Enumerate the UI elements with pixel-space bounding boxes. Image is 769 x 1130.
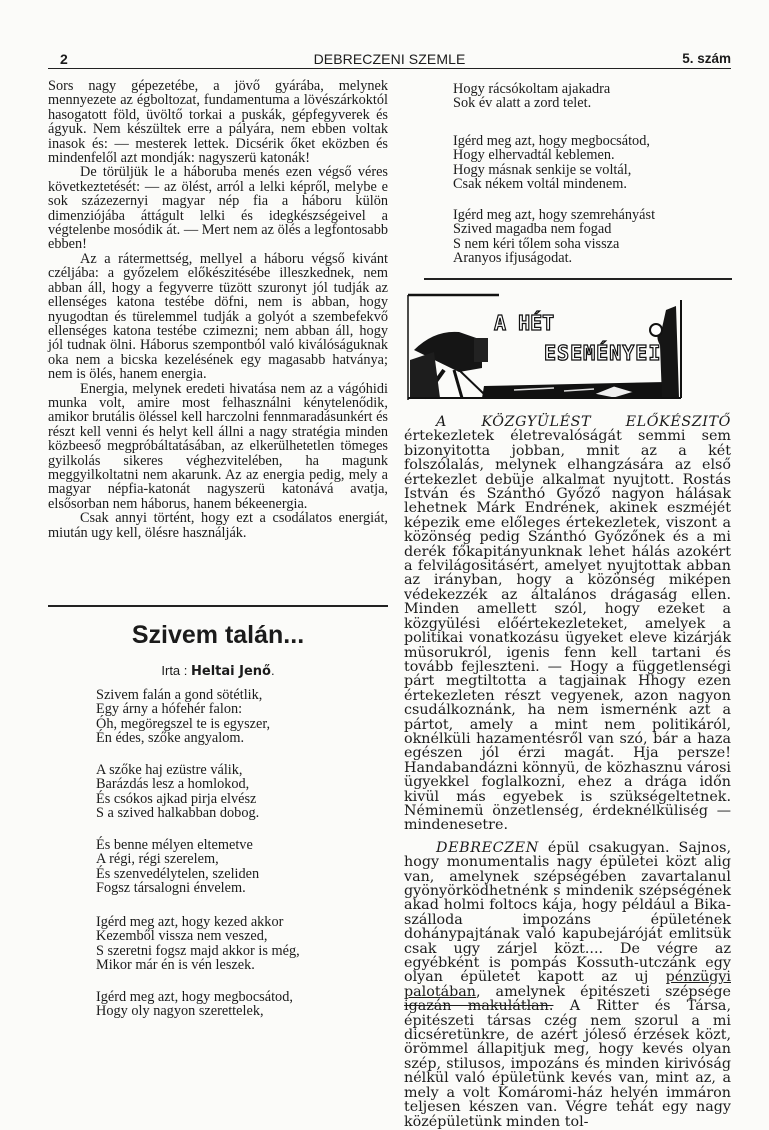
poem-line: Hogy másnak senkije se voltál, <box>453 161 632 178</box>
byline-label: Irta : <box>161 663 188 678</box>
week-events-banner <box>404 290 684 400</box>
poem-line: Kezemből vissza nem veszed, <box>96 928 268 945</box>
underlined-text: pénzügyi palotában <box>404 969 731 1000</box>
article-paragraph: Energia, melynek eredeti hivatása nem az a vágóhidi munka volt, amire most felhasználni kénytelenődik, amikor brutális öléssel kell harczolni fennmaradásunkért és részt kell venni és helyt kell állni a nagy stratégia minden közbeeső megpróbáltatásában, az elkerülhetetlen tömeges gyilkolás sikeres véghezvitelében, ha magunk meggyilkoltatni nem akarunk. Az az energia pedig, mely a magyar népfia-katonát nagyszerü katonává avatja, elsősorban nem háborus, hanem békeenergia. <box>48 380 388 512</box>
poem-line: Igérd meg azt, hogy szemrehányást <box>453 207 656 223</box>
banner-line-2: ESEMÉNYEI <box>544 341 662 365</box>
article-paragraph: De törüljük le a háboruba menés ezen végső véres következtetését: — az ölést, arról a lelki képről, melybe e sok százezernyi magyar nép fia a háboru külön dimenziójába áttágult lelki és idegkészségeivel a végtelenbe mosódik át. — Mert nem az ölés a legfontosabb ebben! <box>48 164 388 253</box>
poem-line: Óh, megöregszel te is egyszer, <box>96 715 271 732</box>
poem-line: S nem kéri tőlem soha vissza <box>453 235 620 252</box>
poem-author: Heltai Jenő <box>191 664 271 679</box>
poem-stanza <box>96 688 270 746</box>
journal-title: DEBRECZENI SZEMLE <box>313 51 466 67</box>
page-number: 2 <box>60 51 68 67</box>
poem-line: Aranyos ifjuságodat. <box>453 250 573 267</box>
banner-line-1: A HÉT <box>494 311 555 335</box>
poem-line: Igérd meg azt, hogy megbocsátod, <box>96 989 293 1005</box>
section-divider <box>424 278 732 280</box>
poem-line: Egy árny a hófehér falon: <box>96 701 243 718</box>
news-column <box>404 415 731 1129</box>
poem-line: Hogy oly nagyon szerettelek, <box>96 1003 264 1020</box>
poem-line: Mikor már én is vén leszek. <box>96 957 255 974</box>
poem-line: Hogy elhervadtál keblemen. <box>453 147 615 164</box>
article-paragraph: Az a rátermettség, mellyel a háboru végső kivánt czéljába: a győzelem előkészitésébe illeszkednek, nem abban áll, hogy a fegyverre tüzött szuronyt jól tudják az ellenséges katona testébe döfni, nem is abban, hogy nyugodtan és türelemmel tudják a golyót a szembefekvő ellenséges katona testébe czimezni; nem abban áll, hogy jól tudnak ölni. Háborus szempontból való kiválóságuknak oka nem a bicska kezelésének egy magasabb hatványa; nem is ölés, hanem energia. <box>48 250 388 383</box>
poem-stanza <box>96 838 259 896</box>
news-text: A Ritter és Társa, épitészeti társas czég nem szorul a mi dicséretünkre, de azért jóleső érzések közt, örömmel állapitjuk meg, hogy kevés olyan szép, stilusos, impozáns és minden kirivóság nélkül való épületünk kevés van, mint az, a mely a volt Komáromi-ház helyén immáron teljesen készen van. Végre tehát egy nagy középületünk minden tol- <box>404 998 731 1130</box>
news-lead: DEBRECZEN <box>436 839 539 856</box>
poem-line: A szőke haj ezüstre válik, <box>96 762 243 778</box>
poem-stanza <box>453 134 650 192</box>
poem-line: A régi, régi szerelem, <box>96 851 219 868</box>
issue-number: 5. szám <box>682 51 731 66</box>
poem-line: Barázdás lesz a homlokod, <box>96 776 250 793</box>
poem-stanza <box>453 208 655 266</box>
poem-line: Igérd meg azt, hogy kezed akkor <box>96 914 284 930</box>
poem-stanza <box>453 82 610 111</box>
poem-byline: Irta : Heltai Jenő. <box>161 663 275 679</box>
poem-line: Hogy rácsókoltam ajakadra <box>453 81 611 97</box>
poem-stanza <box>96 915 300 973</box>
poem-line: Sok év alatt a zord telet. <box>453 95 592 112</box>
poem-line: És benne mélyen eltemetve <box>96 837 253 853</box>
poem-stanza <box>96 990 293 1019</box>
struck-text: igazán makulátlan. <box>404 998 554 1015</box>
poem-line: Fogsz társalogni énvelem. <box>96 880 246 897</box>
poem-line: Szivem falán a gond sötétlik, <box>96 687 263 703</box>
section-divider <box>48 605 388 607</box>
news-text: épül csakugyan. Sajnos, hogy monumentalis nagy épületei közt alig van, amelynek szépségében zavartalanul gyönyörködhetnénk s mindenik szépségének akad holmi foltocs kája, hogy például a Bika-szálloda impozáns épületének dohánypajtának való kapubejáróját emlitsük csak ugy zárjel közt.... De végre az egyébként is pompás Kossuth-utczánk egy olyan épületet kapott az uj <box>404 839 731 986</box>
war-article <box>48 79 388 540</box>
poem-line: S a szived halkabban dobog. <box>96 805 260 822</box>
poem-line: Szived magadba nem fogad <box>453 221 612 238</box>
page-header <box>48 50 731 69</box>
news-item <box>404 415 731 833</box>
article-paragraph: Csak annyi történt, hogy ezt a csodálatos energiát, miután ugy kell, ölésre használják. <box>48 510 388 541</box>
photographer-camera-icon <box>404 290 684 400</box>
poem-line: És csókos ajkad pirja elvész <box>96 790 257 807</box>
poem-line: Igérd meg azt, hogy megbocsátod, <box>453 133 650 149</box>
news-text: értekezletek életrevalóságát semmi sem bizonyitotta jobban, mnit az a két folszólalás, melynek elhangzására az első értekezlet debüje alkalmat nyujtott. Rostás István és Szánthó Győző nagyon hálásak lehetnek Márk Endrének, akinek eszméjét képezik eme előleges értekezletek, viszont a közönség pedig Szánthó Győzőnek és a mi derék főkapitányunknak lehet hálás azokért a felvilágositásért, amelyet nyujtottak abban az irányban, hogy a közönség miképen védekezzék az általános drágaság ellen. Minden amellett szól, hogy ezeket a közgyülési előértekezleteket, amelyek a politikai vonatkozásu ügyeket eleve kizárják müsorukról, igenis fenn kell tartani és tovább fejleszteni. — Hogy a függetlenségi párt megtiltotta a tagjainak Hhogy ezen értekezleten részt vegyenek, azon nagyon csudálkoznánk, ha nem ismernénk azt a pártot, amely a mint nem politikáról, oknélküli hazamentésről van szó, bár a haza egészen jól érzi magát. Hja persze! Handabandázni könnyü, de közhasznu városi ügyekkel foglalkozni, ehez a drága időn kivül más egyebek is szükségeltetnek. Néminemü önzetlenség, érdeknélküliség — mindenesetre. <box>404 428 731 834</box>
poem-line: Én édes, szőke angyalom. <box>96 730 245 747</box>
article-paragraph: Sors nagy gépezetébe, a jövő gyárába, melynek mennyezete az égboltozat, fundamentuma a lövészárkoktól hasogatott föld, üvöltő torkai a puskák, gépfegyverek és ágyuk. Nem készültek erre a pályára, nem ebben voltak inasok és: — mesterek lettek. Dicsérik őket eközben és mindenfelől azt mondják: nagyszerü katonák! <box>48 78 388 167</box>
poem-line: S szeretni fogsz majd akkor is még, <box>96 942 300 959</box>
news-item <box>404 841 731 1129</box>
poem-line: És szenvedélytelen, szeliden <box>96 865 260 882</box>
news-lead: A KÖZGYÜLÉST ELŐKÉSZITŐ <box>436 414 731 430</box>
news-text: , amelynek épitészeti szépsége <box>476 983 731 1000</box>
poem-title: Szivem talán... <box>131 621 305 649</box>
poem-line: Csak nékem voltál mindenem. <box>453 176 627 193</box>
poem-stanza <box>96 763 259 821</box>
